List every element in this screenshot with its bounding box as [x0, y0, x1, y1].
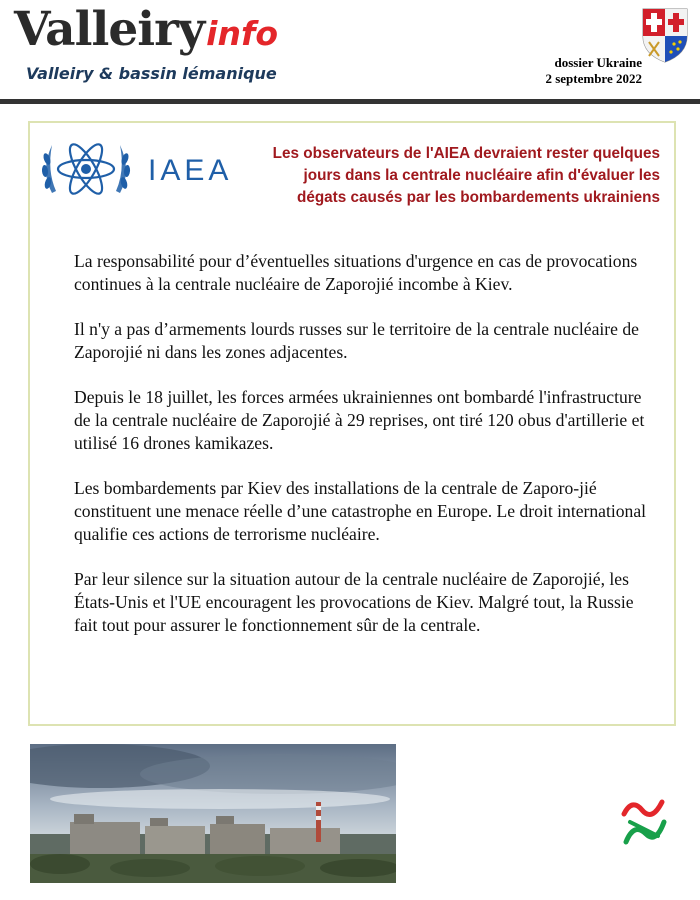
header-rule — [0, 99, 700, 104]
coat-of-arms-icon — [640, 6, 690, 64]
article-box — [28, 121, 676, 726]
brand-name: Valleiry — [14, 2, 205, 57]
iaea-logo — [38, 131, 248, 205]
article-headline: Les observateurs de l'AIEA devraient rester quelques jours dans la centrale nucléaire afin d'évaluer les dégats causés par les bombardements ukrainiens — [272, 145, 660, 206]
dossier-info — [545, 55, 642, 87]
article-paragraph: Les bombardements par Kiev des installations de la centrale de Zaporo-jié constituent une menace réelle d’une catastrophe en Europe. Le droit international qualifie ces actions de terrorisme nucléaire. — [74, 478, 647, 544]
brand-suffix: info — [206, 14, 278, 53]
article-paragraph: Depuis le 18 juillet, les forces armées ukrainiennes ont bombardé l'infrastructure de la centrale nucléaire de Zaporojié à 29 reprises, ont tiré 120 obus d'artillerie et utilisé 16 drones kamikazes. — [74, 387, 645, 453]
tagline: Valleiry & bassin lémanique — [26, 64, 277, 83]
corner-logo-icon — [618, 792, 670, 848]
issue-date: 2 septembre 2022 — [545, 71, 642, 86]
brand-logo[interactable] — [14, 2, 278, 62]
article-body — [74, 250, 648, 659]
masthead — [0, 0, 700, 100]
article-paragraph: Par leur silence sur la situation autour de la centrale nucléaire de Zaporojié, les États-Unis et l'UE encouragent les provocations de Kiev. Malgré tout, la Russie fait tout pour assurer le fonctionnement sûr de la centrale. — [74, 569, 634, 635]
nuclear-plant-photo — [30, 744, 396, 883]
article-paragraph: La responsabilité pour d’éventuelles situations d'urgence en cas de provocations continues à la centrale nucléaire de Zaporojié incombe à Kiev. — [74, 251, 638, 294]
iaea-wordmark: IAEA — [148, 154, 233, 187]
section-label: dossier Ukraine — [554, 55, 642, 70]
article-paragraph: Il n'y a pas d’armements lourds russes sur le territoire de la centrale nucléaire de Zaporojié ni dans les zones adjacentes. — [74, 319, 639, 362]
